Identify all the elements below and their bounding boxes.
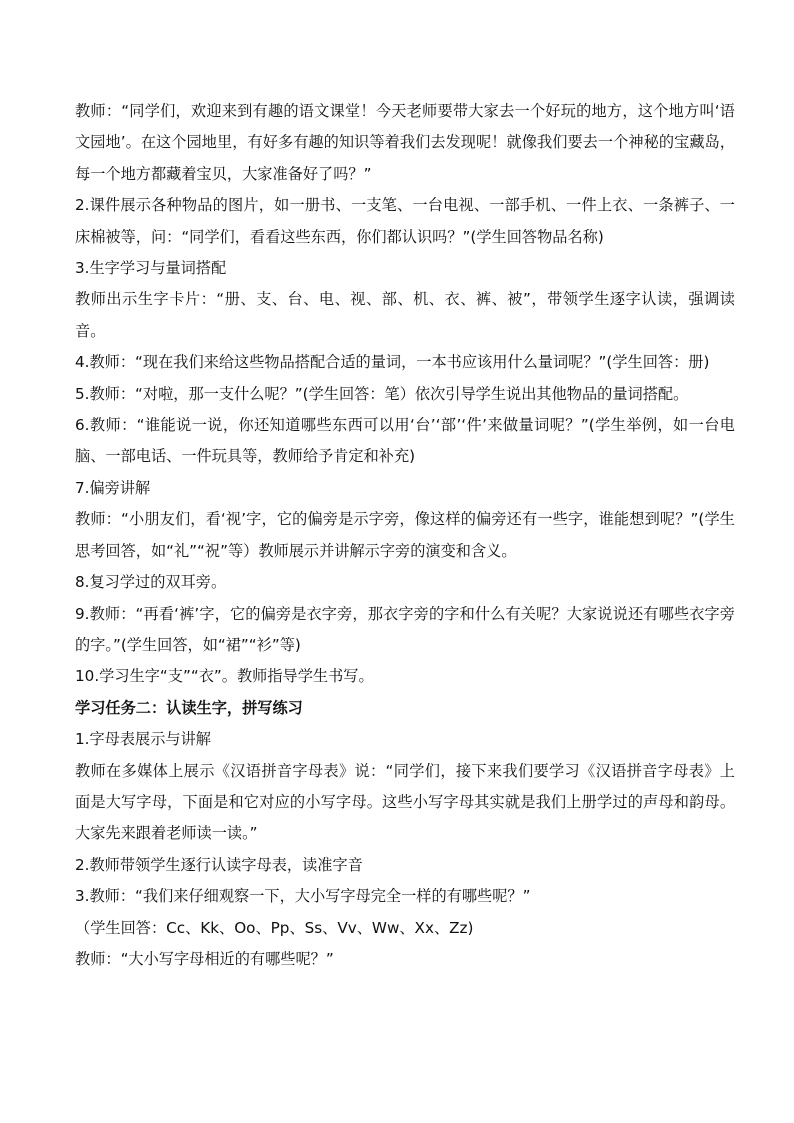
paragraph-step-8: 8.复习学过的双耳旁。 bbox=[75, 573, 227, 592]
paragraph-step-7: 7.偏旁讲解 bbox=[75, 478, 151, 497]
paragraph-cards: 教师出示生字卡片：“册、支、台、电、视、部、机、衣、裤、被”，带领学生逐字认读，强调读音。 bbox=[75, 290, 735, 340]
paragraph-step-10: 10.学习生字“支”“衣”。教师指导学生书写。 bbox=[75, 667, 374, 686]
paragraph-alphabet: 教师在多媒体上展示《汉语拼音字母表》说：“同学们，接下来我们要学习《汉语拼音字母表》上面是大写字母，下面是和它对应的小写字母。这些小写字母其实就是我们上册学过的声母和韵母。大家先来跟着老师读一读。” bbox=[75, 761, 735, 843]
section-heading-task-2: 学习任务二：认读生字，拼写练习 bbox=[75, 698, 303, 717]
paragraph-radical: 教师：“小朋友们，看‘视’字，它的偏旁是示字旁，像这样的偏旁还有一些字，谁能想到呢？”(学生思考回答，如“礼”“祝”等）教师展示并讲解示字旁的演变和含义。 bbox=[75, 510, 735, 560]
paragraph-task2-step-2: 2.教师带领学生逐行认读字母表，读准字音 bbox=[75, 855, 363, 874]
paragraph-step-2: 2.课件展示各种物品的图片，如一册书、一支笔、一台电视、一部手机、一件上衣、一条裤子、一床棉被等，问：“同学们，看看这些东西，你们都认识吗？”(学生回答物品名称) bbox=[75, 196, 735, 246]
paragraph-task2-step-1: 1.字母表展示与讲解 bbox=[75, 730, 211, 749]
paragraph-step-5: 5.教师：“对啦，那一支什么呢？”(学生回答：笔）依次引导学生说出其他物品的量词搭配。 bbox=[75, 384, 689, 403]
paragraph-step-4: 4.教师：“现在我们来给这些物品搭配合适的量词，一本书应该用什么量词呢？”(学生回答：册) bbox=[75, 353, 710, 372]
paragraph-teacher-question: 教师：“大小写字母相近的有哪些呢？” bbox=[75, 949, 334, 968]
document-body bbox=[75, 96, 735, 975]
paragraph-student-answer: （学生回答：Cc、Kk、Oo、Pp、Ss、Vv、Ww、Xx、Zz) bbox=[75, 918, 474, 937]
paragraph-step-6: 6.教师：“谁能说一说，你还知道哪些东西可以用‘台’‘部’‘件’来做量词呢？”(学生举例，如一台电脑、一部电话、一件玩具等，教师给予肯定和补充) bbox=[75, 416, 735, 466]
paragraph-task2-step-3: 3.教师：“我们来仔细观察一下，大小写字母完全一样的有哪些呢？” bbox=[75, 887, 531, 906]
paragraph-step-3: 3.生字学习与量词搭配 bbox=[75, 259, 227, 278]
paragraph-intro: 教师：“同学们，欢迎来到有趣的语文课堂！今天老师要带大家去一个好玩的地方，这个地方叫‘语文园地’。在这个园地里，有好多有趣的知识等着我们去发现呢！就像我们要去一个神秘的宝藏岛，每一个地方都藏着宝贝，大家准备好了吗？” bbox=[75, 102, 735, 183]
paragraph-step-9: 9.教师：“再看‘裤’字，它的偏旁是衣字旁，那衣字旁的字和什么有关呢？大家说说还有哪些衣字旁的字。”(学生回答，如“裙”“衫”等) bbox=[75, 604, 735, 654]
